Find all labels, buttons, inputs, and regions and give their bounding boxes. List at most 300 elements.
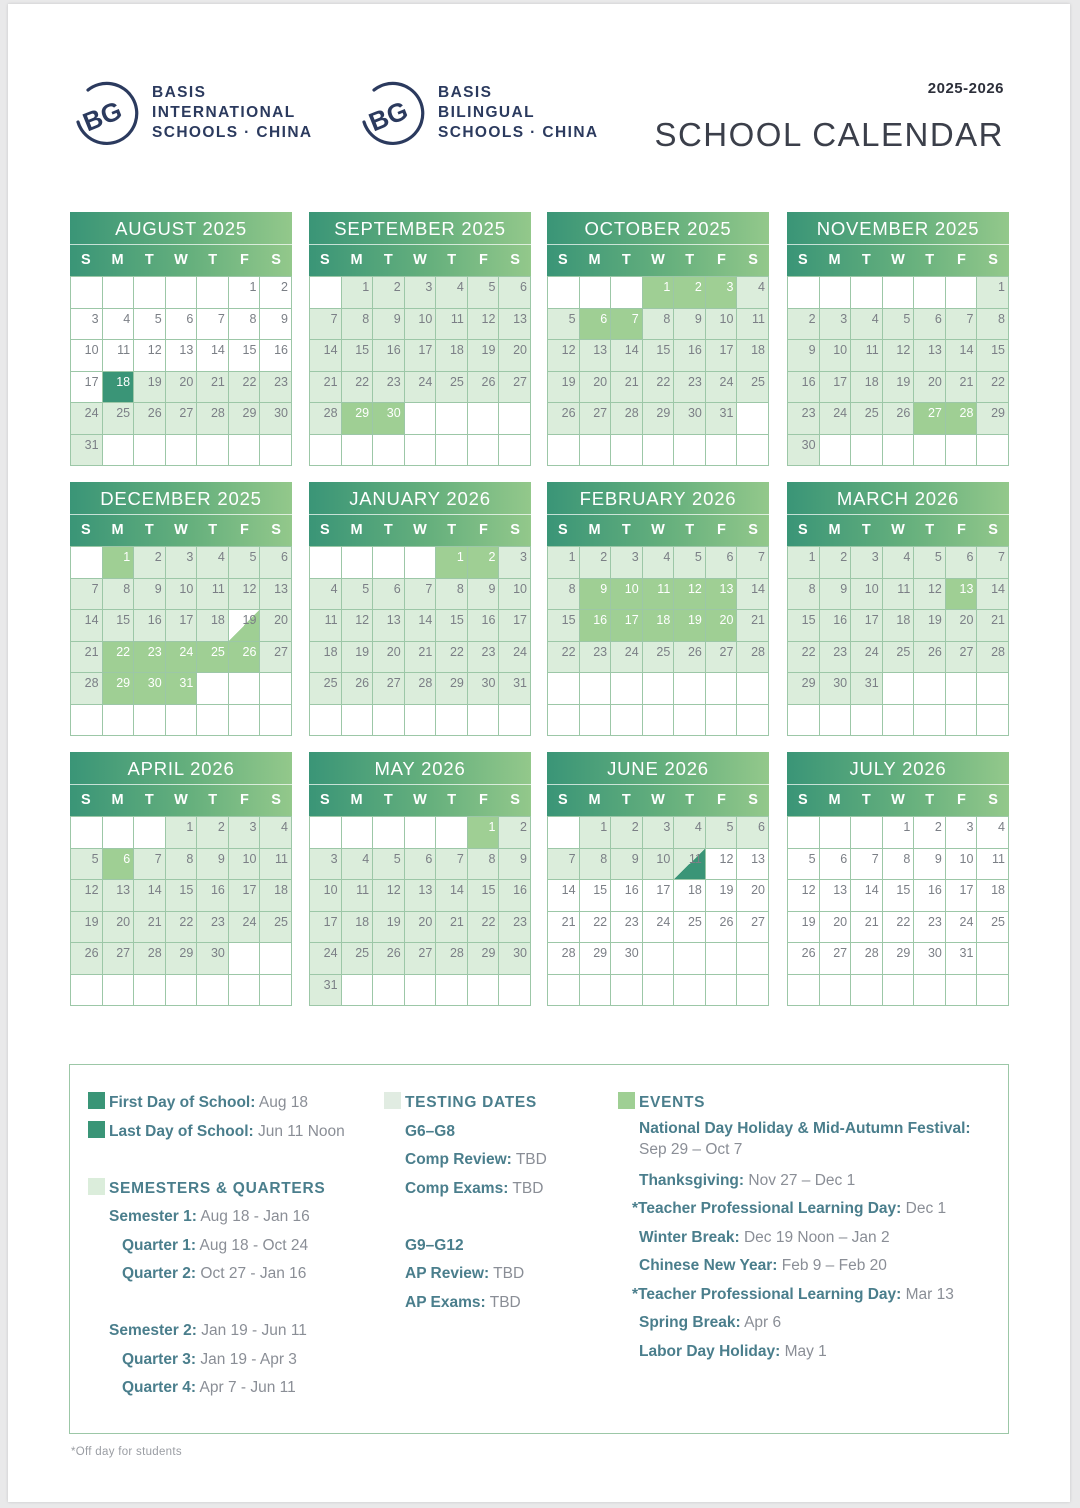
day-cell: 7 <box>977 547 1009 579</box>
day-cell: 2 <box>611 817 643 849</box>
day-cell: 31 <box>851 673 883 705</box>
day-cell: 10 <box>310 880 342 912</box>
day-cell: 2 <box>197 817 229 849</box>
day-cell: 29 <box>229 403 261 435</box>
day-cell: 31 <box>499 673 531 705</box>
bg-logo-icon <box>356 78 426 148</box>
empty-cell <box>436 403 468 435</box>
empty-cell <box>788 975 820 1007</box>
month-title: SEPTEMBER 2025 <box>309 212 531 244</box>
day-cell: 2 <box>914 817 946 849</box>
weekday-label: M <box>111 792 124 808</box>
day-cell: 20 <box>580 372 612 404</box>
empty-cell <box>788 705 820 737</box>
thanksgiving-label: Thanksgiving: <box>639 1171 745 1189</box>
empty-cell <box>499 435 531 467</box>
day-cell: 24 <box>71 403 103 435</box>
empty-cell <box>260 975 292 1007</box>
winter-break-label: Winter Break: <box>639 1228 740 1246</box>
weekday-label: W <box>891 252 905 268</box>
day-grid <box>787 276 1009 466</box>
day-cell: 28 <box>851 943 883 975</box>
empty-cell <box>977 975 1009 1007</box>
day-cell: 1 <box>229 277 261 309</box>
empty-cell <box>71 705 103 737</box>
weekday-header <box>547 784 769 816</box>
day-cell: 24 <box>643 912 675 944</box>
first-day-label: First Day of School: <box>109 1094 256 1111</box>
day-cell: 8 <box>103 579 135 611</box>
day-cell: 15 <box>468 880 500 912</box>
empty-cell <box>468 435 500 467</box>
semesters-heading: SEMESTERS & QUARTERS <box>109 1179 326 1197</box>
weekday-label: M <box>828 252 841 268</box>
day-cell: 10 <box>851 579 883 611</box>
day-cell: 28 <box>310 403 342 435</box>
day-cell: 29 <box>788 673 820 705</box>
day-cell: 14 <box>197 340 229 372</box>
weekday-header <box>70 784 292 816</box>
day-cell: 27 <box>405 943 437 975</box>
day-cell: 23 <box>260 372 292 404</box>
ap-review-label: AP Review: <box>405 1265 490 1282</box>
weekday-header <box>547 514 769 546</box>
page-title: SCHOOL CALENDAR <box>654 116 1004 153</box>
day-cell: 24 <box>611 642 643 674</box>
day-cell: 9 <box>197 849 229 881</box>
day-cell: 18 <box>342 912 374 944</box>
weekday-label: S <box>748 252 758 268</box>
day-cell: 12 <box>134 340 166 372</box>
day-cell: 17 <box>611 610 643 642</box>
day-cell: 3 <box>71 309 103 341</box>
day-cell: 15 <box>977 340 1009 372</box>
day-cell: 14 <box>405 610 437 642</box>
day-cell: 23 <box>788 403 820 435</box>
month-calendar <box>547 482 769 736</box>
month-title: NOVEMBER 2025 <box>787 212 1009 244</box>
day-cell: 20 <box>373 642 405 674</box>
day-cell: 25 <box>103 403 135 435</box>
weekday-label: S <box>320 252 330 268</box>
day-cell: 16 <box>914 880 946 912</box>
day-cell: 28 <box>611 403 643 435</box>
day-cell: 15 <box>436 610 468 642</box>
weekday-label: S <box>510 792 520 808</box>
empty-cell <box>674 943 706 975</box>
weekday-label: M <box>111 252 124 268</box>
day-cell: 4 <box>737 277 769 309</box>
weekday-label: T <box>208 252 218 268</box>
day-grid <box>547 546 769 736</box>
month-title: MAY 2026 <box>309 752 531 784</box>
day-cell: 22 <box>883 912 915 944</box>
day-cell: 21 <box>611 372 643 404</box>
testing-heading: TESTING DATES <box>405 1094 537 1111</box>
weekday-label: S <box>798 522 808 538</box>
ap-exams-value: TBD <box>489 1293 521 1311</box>
day-cell: 18 <box>310 642 342 674</box>
weekday-label: T <box>621 792 631 808</box>
day-cell: 30 <box>499 943 531 975</box>
weekday-label: M <box>828 522 841 538</box>
day-cell: 1 <box>166 817 198 849</box>
day-cell: 14 <box>737 579 769 611</box>
weekday-label: F <box>956 522 966 538</box>
weekday-label: W <box>174 792 188 808</box>
school-year: 2025-2026 <box>927 80 1004 97</box>
month-calendar <box>547 212 769 466</box>
day-cell: 5 <box>706 817 738 849</box>
day-cell: 12 <box>468 309 500 341</box>
day-cell: 15 <box>166 880 198 912</box>
legend-column-events <box>618 1089 971 1366</box>
quarter3-label: Quarter 3: <box>122 1350 197 1368</box>
day-cell: 10 <box>71 340 103 372</box>
empty-cell <box>229 705 261 737</box>
day-cell: 25 <box>310 673 342 705</box>
day-cell: 3 <box>611 547 643 579</box>
day-cell: 12 <box>548 340 580 372</box>
weekday-label: T <box>861 252 871 268</box>
day-cell: 28 <box>134 943 166 975</box>
day-grid <box>547 816 769 1006</box>
day-cell: 14 <box>436 880 468 912</box>
empty-cell <box>548 705 580 737</box>
day-cell: 18 <box>103 372 135 404</box>
day-grid <box>309 546 531 736</box>
empty-cell <box>946 975 978 1007</box>
day-cell: 27 <box>820 943 852 975</box>
event-swatch <box>618 1092 635 1109</box>
day-cell: 25 <box>883 642 915 674</box>
day-cell: 13 <box>946 579 978 611</box>
day-cell: 26 <box>548 403 580 435</box>
day-cell: 28 <box>197 403 229 435</box>
day-cell: 7 <box>548 849 580 881</box>
day-cell: 19 <box>468 340 500 372</box>
day-cell: 12 <box>71 880 103 912</box>
day-cell: 16 <box>674 340 706 372</box>
empty-cell <box>229 673 261 705</box>
empty-cell <box>260 673 292 705</box>
month-calendar <box>70 212 292 466</box>
day-cell: 6 <box>405 849 437 881</box>
quarter3-value: Jan 19 - Apr 3 <box>200 1350 297 1368</box>
day-cell: 9 <box>914 849 946 881</box>
empty-cell <box>548 277 580 309</box>
day-cell: 20 <box>706 610 738 642</box>
empty-cell <box>405 975 437 1007</box>
day-cell: 30 <box>468 673 500 705</box>
footnote: *Off day for students <box>71 1446 182 1458</box>
day-cell: 29 <box>977 403 1009 435</box>
empty-cell <box>914 277 946 309</box>
day-cell: 22 <box>229 372 261 404</box>
day-cell: 22 <box>342 372 374 404</box>
quarter1-value: Aug 18 - Oct 24 <box>199 1236 309 1254</box>
empty-cell <box>788 277 820 309</box>
day-cell: 21 <box>737 610 769 642</box>
day-cell: 5 <box>914 547 946 579</box>
day-cell: 20 <box>914 372 946 404</box>
day-cell: 17 <box>405 340 437 372</box>
day-cell: 14 <box>977 579 1009 611</box>
day-cell: 16 <box>499 880 531 912</box>
day-cell: 2 <box>674 277 706 309</box>
weekday-label: T <box>144 522 154 538</box>
day-cell: 19 <box>342 642 374 674</box>
day-cell: 13 <box>373 610 405 642</box>
empty-cell <box>405 547 437 579</box>
day-cell: 25 <box>342 943 374 975</box>
day-cell: 25 <box>260 912 292 944</box>
empty-cell <box>611 975 643 1007</box>
day-cell: 7 <box>134 849 166 881</box>
ap-exams-label: AP Exams: <box>405 1293 486 1311</box>
day-cell: 20 <box>820 912 852 944</box>
day-cell: 3 <box>643 817 675 849</box>
empty-cell <box>611 673 643 705</box>
day-cell: 21 <box>197 372 229 404</box>
day-cell: 28 <box>71 673 103 705</box>
day-cell: 15 <box>103 610 135 642</box>
day-cell: 5 <box>229 547 261 579</box>
month-title: APRIL 2026 <box>70 752 292 784</box>
chinese-new-year-value: Feb 9 – Feb 20 <box>781 1257 887 1274</box>
empty-cell <box>851 817 883 849</box>
empty-cell <box>548 673 580 705</box>
day-cell: 5 <box>468 277 500 309</box>
day-cell: 19 <box>706 880 738 912</box>
day-cell: 4 <box>342 849 374 881</box>
day-cell: 31 <box>706 403 738 435</box>
day-cell: 7 <box>851 849 883 881</box>
day-cell: 27 <box>260 642 292 674</box>
weekday-label: S <box>798 792 808 808</box>
empty-cell <box>977 435 1009 467</box>
day-cell: 25 <box>643 642 675 674</box>
empty-cell <box>468 705 500 737</box>
day-grid <box>70 546 292 736</box>
day-cell: 9 <box>468 579 500 611</box>
day-cell: 29 <box>883 943 915 975</box>
empty-cell <box>643 435 675 467</box>
day-cell: 7 <box>405 579 437 611</box>
empty-cell <box>548 435 580 467</box>
empty-cell <box>674 705 706 737</box>
quarter1-label: Quarter 1: <box>122 1236 197 1254</box>
comp-review-label: Comp Review: <box>405 1151 512 1168</box>
key-date-swatch <box>88 1121 105 1138</box>
day-cell: 6 <box>166 309 198 341</box>
empty-cell <box>737 975 769 1007</box>
day-cell: 7 <box>611 309 643 341</box>
day-cell: 5 <box>342 579 374 611</box>
empty-cell <box>166 975 198 1007</box>
day-cell: 19 <box>229 610 261 642</box>
day-cell: 18 <box>197 610 229 642</box>
weekday-label: F <box>956 792 966 808</box>
legend-panel <box>69 1064 1009 1434</box>
weekday-label: W <box>413 252 427 268</box>
day-cell: 25 <box>436 372 468 404</box>
weekday-label: M <box>588 522 601 538</box>
weekday-label: T <box>685 522 695 538</box>
day-cell: 24 <box>229 912 261 944</box>
day-cell: 21 <box>71 642 103 674</box>
day-cell: 18 <box>436 340 468 372</box>
day-cell: 20 <box>946 610 978 642</box>
day-cell: 9 <box>373 309 405 341</box>
day-cell: 17 <box>229 880 261 912</box>
day-cell: 9 <box>674 309 706 341</box>
day-cell: 19 <box>788 912 820 944</box>
empty-cell <box>946 277 978 309</box>
day-cell: 17 <box>71 372 103 404</box>
empty-cell <box>373 435 405 467</box>
day-cell: 6 <box>946 547 978 579</box>
month-title: JUNE 2026 <box>547 752 769 784</box>
day-cell: 28 <box>405 673 437 705</box>
day-cell: 30 <box>134 673 166 705</box>
day-cell: 1 <box>468 817 500 849</box>
day-cell: 10 <box>611 579 643 611</box>
day-cell: 15 <box>548 610 580 642</box>
day-cell: 28 <box>548 943 580 975</box>
empty-cell <box>71 817 103 849</box>
day-cell: 21 <box>977 610 1009 642</box>
day-cell: 15 <box>580 880 612 912</box>
weekday-label: S <box>558 792 568 808</box>
day-cell: 4 <box>674 817 706 849</box>
weekday-label: S <box>988 792 998 808</box>
empty-cell <box>499 403 531 435</box>
day-cell: 4 <box>103 309 135 341</box>
day-cell: 2 <box>788 309 820 341</box>
empty-cell <box>851 277 883 309</box>
day-cell: 22 <box>580 912 612 944</box>
empty-cell <box>260 705 292 737</box>
weekday-label: S <box>271 252 281 268</box>
empty-cell <box>197 277 229 309</box>
day-cell: 5 <box>788 849 820 881</box>
empty-cell <box>342 975 374 1007</box>
day-cell: 21 <box>310 372 342 404</box>
day-cell: 23 <box>820 642 852 674</box>
month-title: JULY 2026 <box>787 752 1009 784</box>
day-cell: 4 <box>197 547 229 579</box>
day-cell: 11 <box>883 579 915 611</box>
day-cell: 16 <box>260 340 292 372</box>
quarter2-value: Oct 27 - Jan 16 <box>200 1265 307 1282</box>
day-cell: 10 <box>946 849 978 881</box>
day-cell: 6 <box>580 309 612 341</box>
day-cell: 27 <box>580 403 612 435</box>
weekday-label: T <box>144 252 154 268</box>
first-day-value: Aug 18 <box>258 1094 308 1111</box>
weekday-label: F <box>239 252 249 268</box>
empty-cell <box>914 435 946 467</box>
tpl-day-2-value: Mar 13 <box>905 1285 954 1303</box>
day-cell: 11 <box>342 880 374 912</box>
weekday-label: F <box>478 522 488 538</box>
empty-cell <box>436 975 468 1007</box>
day-cell: 7 <box>71 579 103 611</box>
empty-cell <box>820 277 852 309</box>
day-cell: 7 <box>946 309 978 341</box>
day-cell: 10 <box>229 849 261 881</box>
empty-cell <box>883 435 915 467</box>
weekday-label: W <box>174 252 188 268</box>
month-title: AUGUST 2025 <box>70 212 292 244</box>
day-cell: 28 <box>436 943 468 975</box>
weekday-label: S <box>320 792 330 808</box>
empty-cell <box>71 547 103 579</box>
day-cell: 5 <box>373 849 405 881</box>
day-cell: 24 <box>851 642 883 674</box>
day-cell: 27 <box>103 943 135 975</box>
day-grid <box>309 816 531 1006</box>
spring-break-label: Spring Break: <box>639 1314 741 1331</box>
day-cell: 3 <box>405 277 437 309</box>
day-cell: 1 <box>643 277 675 309</box>
day-cell: 25 <box>197 642 229 674</box>
empty-cell <box>260 943 292 975</box>
month-calendar <box>309 212 531 466</box>
weekday-label: T <box>208 522 218 538</box>
empty-cell <box>674 975 706 1007</box>
weekday-label: W <box>413 522 427 538</box>
day-cell: 17 <box>851 610 883 642</box>
day-cell: 20 <box>737 880 769 912</box>
day-cell: 26 <box>788 943 820 975</box>
day-cell: 3 <box>229 817 261 849</box>
day-cell: 15 <box>229 340 261 372</box>
empty-cell <box>166 705 198 737</box>
day-cell: 6 <box>737 817 769 849</box>
day-cell: 3 <box>706 277 738 309</box>
day-cell: 17 <box>310 912 342 944</box>
empty-cell <box>737 435 769 467</box>
weekday-label: W <box>651 252 665 268</box>
day-cell: 22 <box>436 642 468 674</box>
empty-cell <box>134 435 166 467</box>
empty-cell <box>405 705 437 737</box>
day-cell: 11 <box>737 309 769 341</box>
day-cell: 25 <box>674 912 706 944</box>
empty-cell <box>405 403 437 435</box>
day-cell: 1 <box>788 547 820 579</box>
day-cell: 27 <box>914 403 946 435</box>
day-cell: 3 <box>946 817 978 849</box>
weekday-label: S <box>271 792 281 808</box>
logo-line-1: BASIS <box>152 84 207 101</box>
weekday-header <box>547 244 769 276</box>
day-cell: 22 <box>788 642 820 674</box>
day-cell: 26 <box>342 673 374 705</box>
day-cell: 19 <box>71 912 103 944</box>
empty-cell <box>674 673 706 705</box>
empty-cell <box>883 975 915 1007</box>
day-cell: 13 <box>737 849 769 881</box>
day-cell: 27 <box>946 642 978 674</box>
weekday-header <box>309 514 531 546</box>
day-cell: 4 <box>883 547 915 579</box>
day-cell: 10 <box>499 579 531 611</box>
day-cell: 7 <box>310 309 342 341</box>
empty-cell <box>103 975 135 1007</box>
